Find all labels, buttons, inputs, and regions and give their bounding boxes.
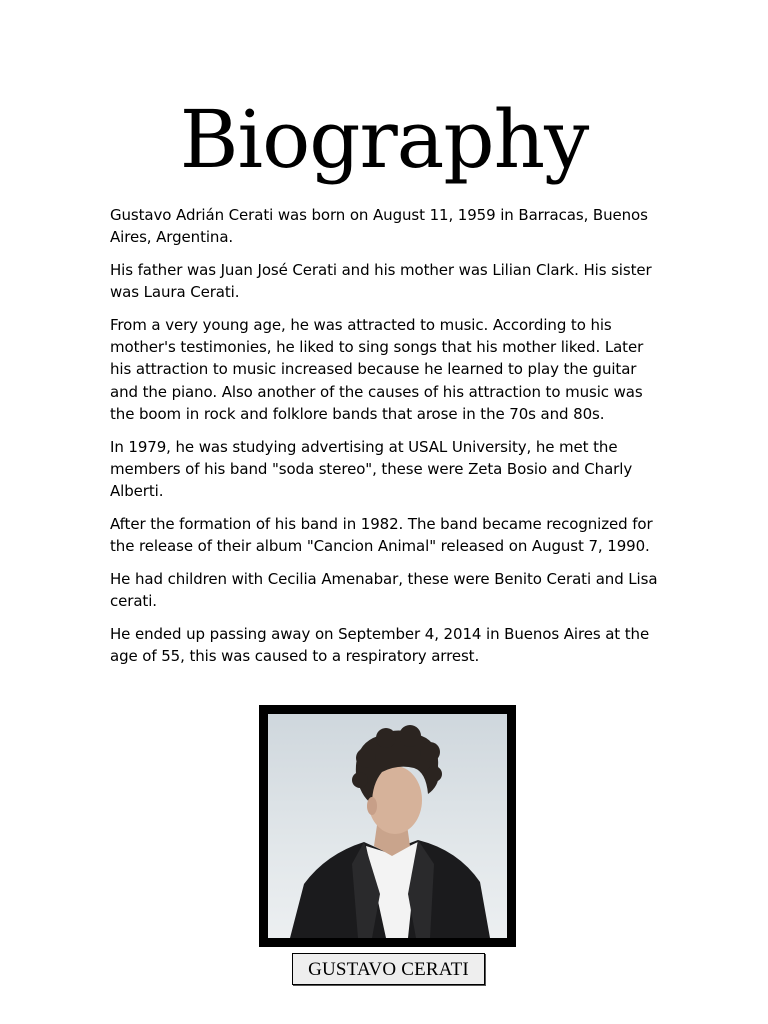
paragraph-death: He ended up passing away on September 4, 2014 in Buenos Aires at the age of 55, this was caused to a respiratory arrest. <box>110 624 650 665</box>
paragraph-birth: Gustavo Adrián Cerati was born on August 11, 1959 in Barracas, Buenos Aires, Argentina. <box>110 206 648 247</box>
paragraph-family: His father was Juan José Cerati and his mother was Lilian Clark. His sister was Laura Cerati. <box>110 260 652 302</box>
paragraph-children: He had children with Cecilia Amenabar, these were Benito Cerati and Lisa cerati. <box>110 569 658 611</box>
paragraph-album: After the formation of his band in 1982. The band became recognized for the release of their album "Cancion Animal" released on August 7, 1990. <box>110 514 653 556</box>
paragraph-music-origins: From a very young age, he was attracted to music. According to his mother's testimonies, he liked to sing songs that his mother liked. Later his attraction to music increased because he learned to play the guitar and the piano. Also another of the causes of his attraction to music was the boom in rock and folklore bands that arose in the 70s and 80s. <box>110 315 644 424</box>
paragraph-band-formation: In 1979, he was studying advertising at USAL University, he met the members of his band "soda stereo", these were Zeta Bosio and Charly Alberti. <box>110 437 633 501</box>
biography-text <box>110 204 666 677</box>
portrait-illustration <box>268 714 507 938</box>
portrait-photo <box>259 705 516 947</box>
photo-caption: GUSTAVO CERATI <box>292 953 485 985</box>
page-title: Biography <box>179 93 589 186</box>
